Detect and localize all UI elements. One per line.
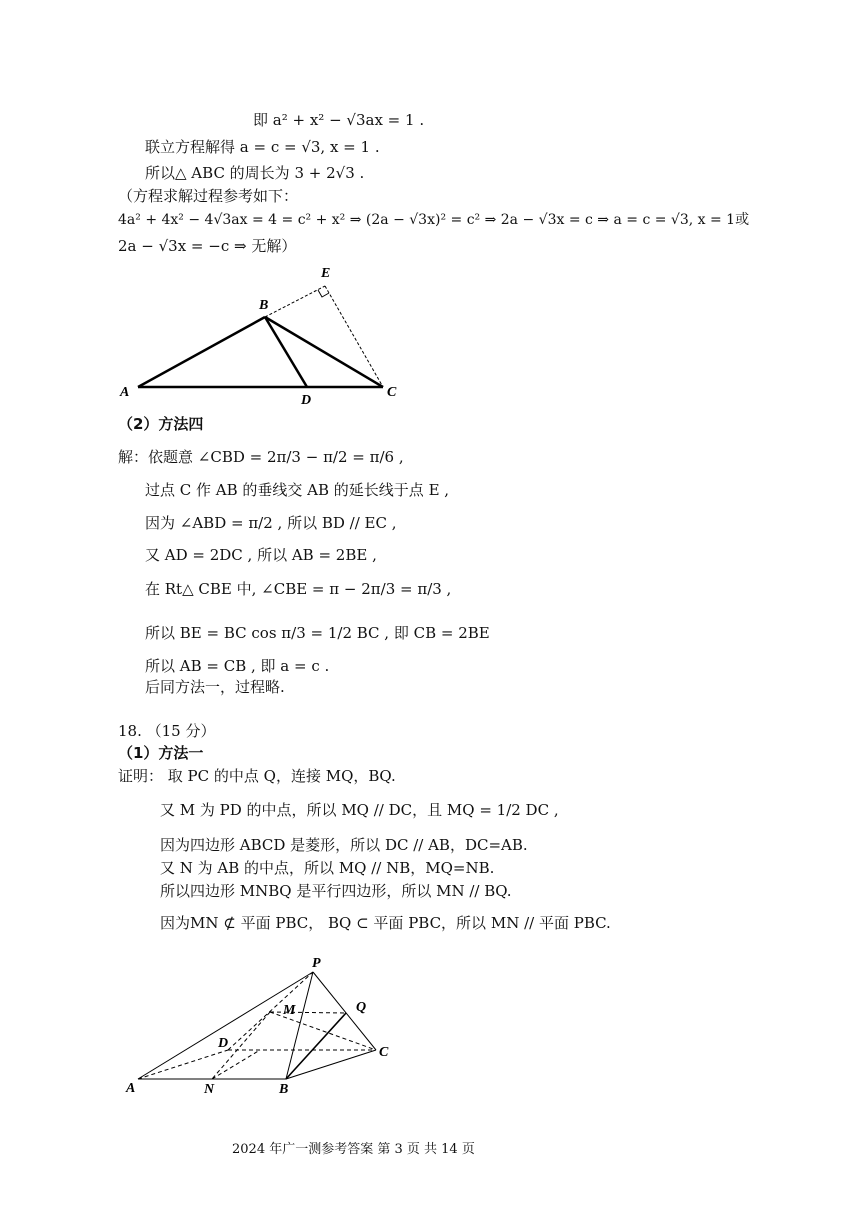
label-B: B [279,1082,289,1097]
label-E: E [321,266,331,281]
solution-line: 所以 AB = CB , 即 a = c . [145,657,330,675]
solution-line: 后同方法一，过程略. [145,678,285,696]
label-A: A [126,1081,136,1096]
proof-line: 所以四边形 MNBQ 是平行四边形，所以 MN // BQ. [160,882,512,900]
solution-line: 在 Rt△ CBE 中, ∠CBE = π − 2π/3 = π/3 , [145,580,452,598]
label-D: D [218,1036,229,1051]
problem-title: 18. （15 分） [118,722,216,740]
solution-line: 因为 ∠ABD = π/2 , 所以 BD // EC , [145,514,397,532]
note-line: （方程求解过程参考如下： [118,187,299,205]
proof-line: 又 M 为 PD 的中点，所以 MQ // DC，且 MQ = 1/2 DC , [160,801,559,819]
label-A: A [120,385,130,400]
pyramid-figure [120,955,410,1105]
proof-line: 又 N 为 AB 的中点，所以 MQ // NB，MQ=NB. [160,859,495,877]
solution-line: 联立方程解得 a = c = √3, x = 1 . [145,138,380,156]
label-C: C [387,385,397,400]
label-P: P [312,956,321,971]
derivation-line: 4a² + 4x² − 4√3ax = 4 = c² + x² ⇒ (2a − √3x)² = c² ⇒ 2a − √3x = c ⇒ a = c = √3, x = 1或 [118,212,750,228]
proof-line: 因为MN ⊄ 平面 PBC， BQ ⊂ 平面 PBC，所以 MN // 平面 PBC. [160,914,611,932]
solution-line: 又 AD = 2DC , 所以 AB = 2BE , [145,546,377,564]
method-heading: （1）方法一 [118,744,204,762]
method-heading: （2）方法四 [118,415,204,433]
label-B: B [259,298,269,313]
proof-line: 因为四边形 ABCD 是菱形，所以 DC // AB，DC=AB. [160,836,528,854]
page-footer: 2024 年广一测参考答案 第 3 页 共 14 页 [232,1142,475,1157]
perimeter-line: 所以△ ABC 的周长为 3 + 2√3 . [145,164,365,182]
derivation-line-2: 2a − √3x = −c ⇒ 无解） [118,237,297,255]
label-Q: Q [356,1000,367,1015]
proof-line: 证明： 取 PC 的中点 Q，连接 MQ，BQ. [118,767,396,785]
equation-line: 即 a² + x² − √3ax = 1 . [253,111,425,129]
triangle-figure [115,262,415,412]
label-M: M [283,1003,296,1018]
solution-line: 解：依题意 ∠CBD = 2π/3 − π/2 = π/6 , [118,448,404,466]
solution-line: 所以 BE = BC cos π/3 = 1/2 BC , 即 CB = 2BE [145,624,490,642]
solution-line: 过点 C 作 AB 的垂线交 AB 的延长线于点 E , [145,481,450,499]
label-N: N [204,1082,215,1097]
label-D: D [301,393,312,408]
label-C: C [379,1045,389,1060]
